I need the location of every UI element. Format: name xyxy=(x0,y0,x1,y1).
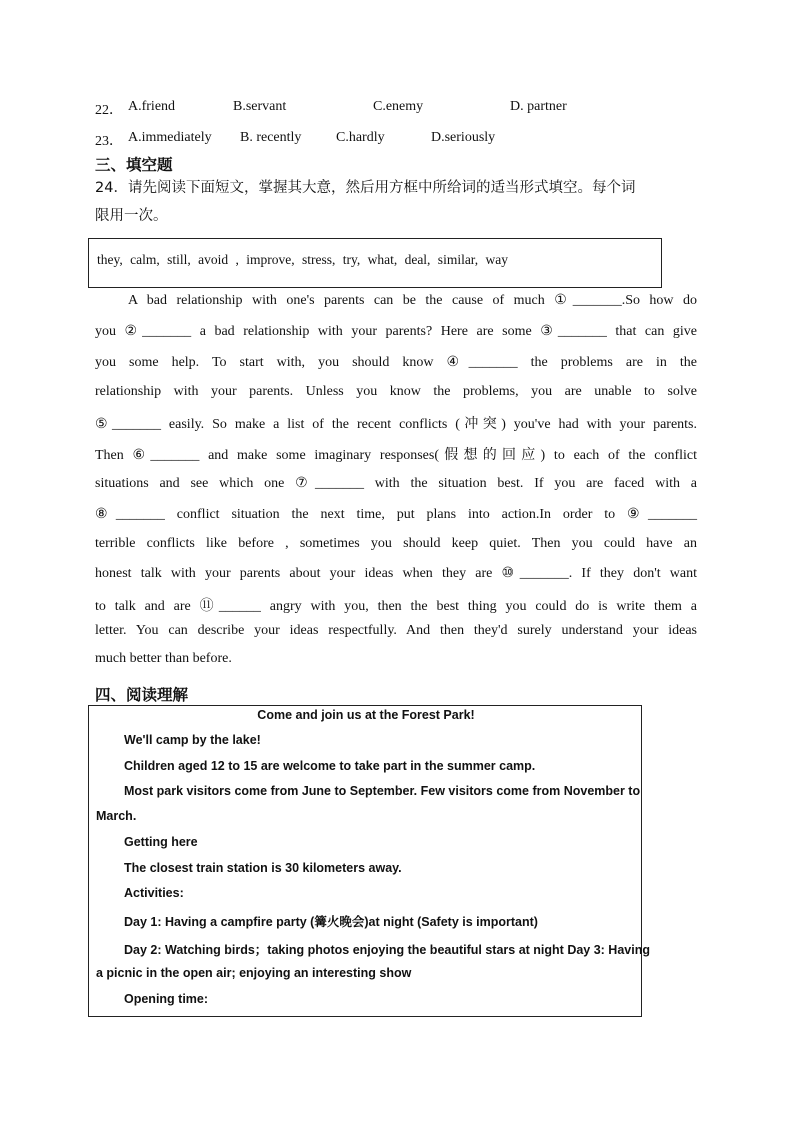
notice-line: Opening time: xyxy=(124,992,209,1006)
option-b: B. recently xyxy=(240,130,302,145)
notice-title: Come and join us at the Forest Park! xyxy=(257,708,475,722)
section-heading-reading: 四、阅读理解 xyxy=(95,686,189,704)
option-c: C.hardly xyxy=(336,130,385,145)
passage-line: to talk and are ⑪______ angry with you, then the best thing you could do is write them a xyxy=(95,599,697,614)
question-number: 22． xyxy=(95,103,123,118)
passage-line: A bad relationship with one's parents can be the cause of much ①_______.So how do xyxy=(128,293,697,308)
notice-line: Day 1: Having a campfire party (篝火晚会)at night (Safety is important) xyxy=(124,915,538,929)
notice-line: Activities: xyxy=(124,886,184,900)
passage-line: terrible conflicts like before , sometimes you should keep quiet. Then you could have an xyxy=(95,536,697,551)
instruction-line: 24．请先阅读下面短文，掌握其大意，然后用方框中所给词的适当形式填空。每个词 xyxy=(95,180,636,196)
word-bank-box xyxy=(88,238,662,288)
passage-line: honest talk with your parents about your ideas when they are ⑩_______. If they don't want xyxy=(95,566,697,581)
passage-line: you some help. To start with, you should know ④_______ the problems are in the xyxy=(95,355,697,370)
passage-line: Then ⑥_______ and make some imaginary responses(假想的回应) to each of the conflict xyxy=(95,448,697,463)
passage-line: you ②_______ a bad relationship with your parents? Here are some ③_______ that can give xyxy=(95,324,697,339)
notice-line: March. xyxy=(96,809,137,823)
option-d: D.seriously xyxy=(431,130,496,145)
notice-line: The closest train station is 30 kilometers away. xyxy=(124,861,402,875)
passage-line: letter. You can describe your ideas respectfully. And then they'd surely understand your ideas xyxy=(95,623,697,638)
passage-line: ⑤_______ easily. So make a list of the recent conflicts (冲突) you've had with your parents. xyxy=(95,417,697,432)
reading-notice-box xyxy=(88,705,650,1017)
option-a: A.friend xyxy=(128,99,176,114)
notice-line: a picnic in the open air; enjoying an interesting show xyxy=(96,966,412,980)
question-24-instruction xyxy=(95,174,705,230)
option-c: C.enemy xyxy=(373,99,424,114)
instruction-line: 限用一次。 xyxy=(95,208,168,224)
question-number: 23． xyxy=(95,134,123,149)
notice-line: Getting here xyxy=(124,835,198,849)
option-a: A.immediately xyxy=(128,130,212,145)
notice-line: We'll camp by the lake! xyxy=(124,733,261,747)
option-d: D. partner xyxy=(510,99,567,114)
word-bank-text: they, calm, still, avoid , improve, stress, try, what, deal, similar, way xyxy=(97,252,509,267)
notice-line: Day 2: Watching birds；taking photos enjoying the beautiful stars at night Day 3: Having xyxy=(124,943,650,957)
option-b: B.servant xyxy=(233,99,287,114)
passage-line: situations and see which one ⑦_______ with the situation best. If you are faced with a xyxy=(95,476,697,491)
passage-line: much better than before. xyxy=(95,651,232,666)
section-heading-fill-in: 三、填空题 xyxy=(95,156,173,174)
passage-line: ⑧_______ conflict situation the next time, put plans into action.In order to ⑨_______ xyxy=(95,507,697,522)
notice-line: Most park visitors come from June to September. Few visitors come from November to xyxy=(124,784,641,798)
passage-line: relationship with your parents. Unless you know the problems, you are unable to solve xyxy=(95,384,697,399)
notice-line: Children aged 12 to 15 are welcome to take part in the summer camp. xyxy=(124,759,536,773)
